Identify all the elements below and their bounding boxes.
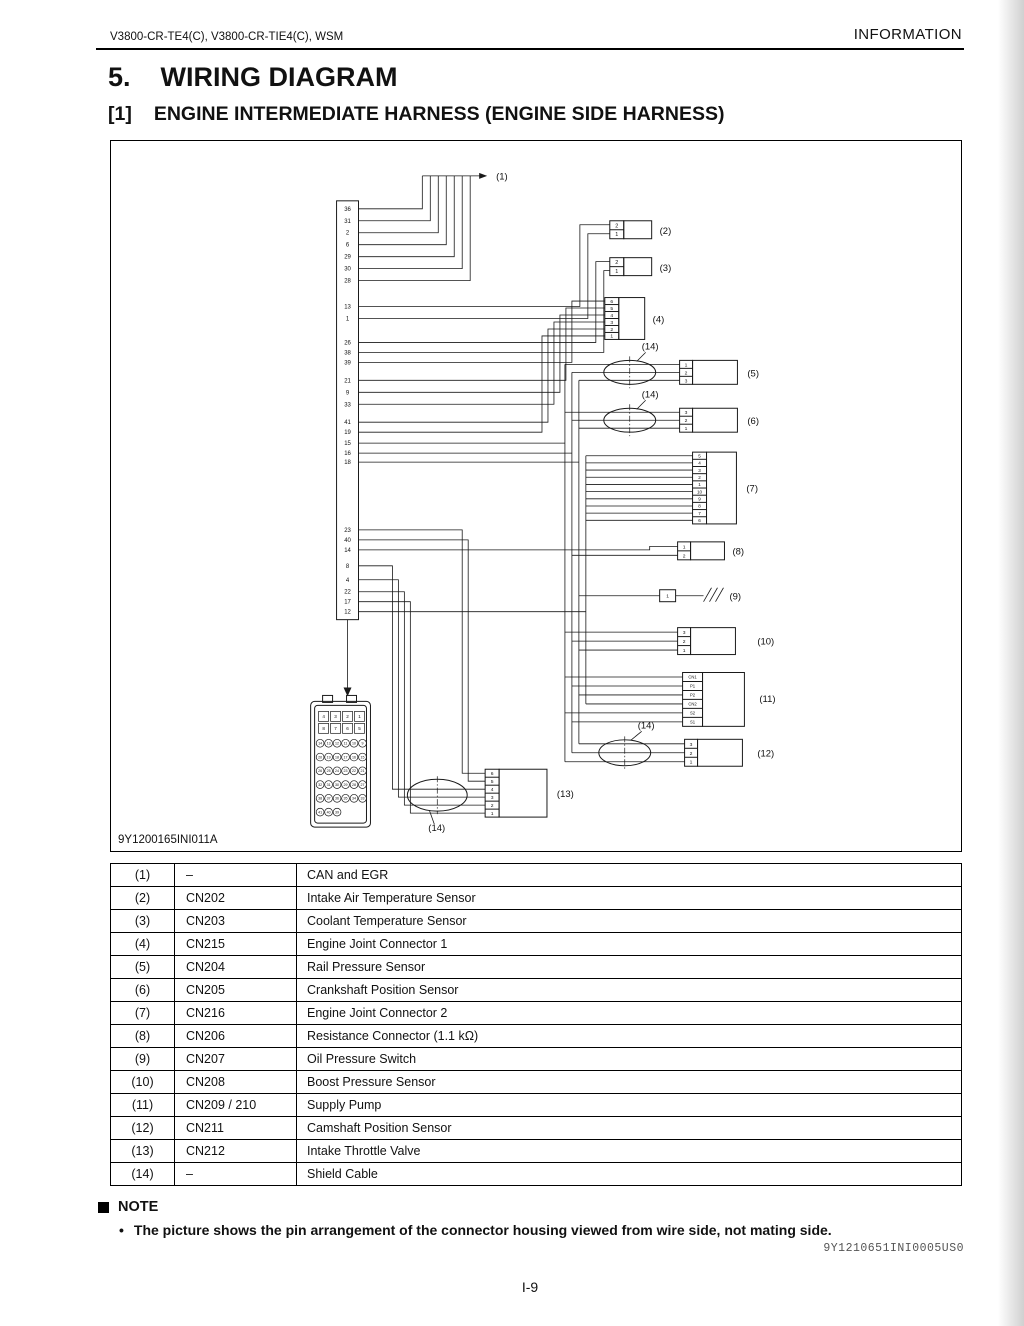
housing-pin-circle-label: 10 xyxy=(352,741,357,746)
callout-14-shield-13: (14) xyxy=(428,823,446,835)
table-cell-description: Oil Pressure Switch xyxy=(297,1048,962,1071)
pin-number: 1 xyxy=(345,316,350,323)
housing-pin-circle-label: 15 xyxy=(360,755,365,760)
table-cell-ref: (14) xyxy=(111,1163,175,1186)
table-cell-description: Coolant Temperature Sensor xyxy=(297,910,962,933)
connector-pin-number-label: CN1 xyxy=(688,674,697,680)
pin-number: 17 xyxy=(344,599,351,606)
table-cell-description: Crankshaft Position Sensor xyxy=(297,979,962,1002)
connector-pin-number-label: 2 xyxy=(682,639,686,646)
table-cell-description: Resistance Connector (1.1 kΩ) xyxy=(297,1025,962,1048)
housing-pin-circle-label: 9 xyxy=(361,741,364,746)
housing-pin-circle-label: 12 xyxy=(335,741,340,746)
connector-pin-number-label: 9 xyxy=(698,496,701,502)
housing-pin-square-label: 6 xyxy=(346,725,349,731)
connector-3-pins xyxy=(615,260,618,275)
housing-square-pins xyxy=(319,711,365,733)
table-cell-ref: (10) xyxy=(111,1071,175,1094)
table-row xyxy=(111,933,962,956)
shield-cable-symbols xyxy=(407,356,655,814)
housing-pin-circle-label: 40 xyxy=(326,810,331,815)
table-cell-ref: (6) xyxy=(111,979,175,1002)
main-pin-column xyxy=(337,201,359,620)
pin-number: 26 xyxy=(344,340,351,347)
table-cell-connector: CN204 xyxy=(175,956,297,979)
connector-pin-number-label: 1 xyxy=(615,269,619,276)
pin-number: 33 xyxy=(344,402,351,409)
connector-10-pins xyxy=(683,630,686,654)
note-bullet-glyph: • xyxy=(119,1222,124,1238)
table-cell-connector: CN211 xyxy=(175,1117,297,1140)
manual-page xyxy=(96,0,964,1295)
connector-pin-number-label: 4 xyxy=(490,787,494,794)
table-cell-connector: CN212 xyxy=(175,1140,297,1163)
header-rule xyxy=(96,48,964,50)
connector-pin-number-label: 1 xyxy=(610,333,614,340)
table-cell-ref: (3) xyxy=(111,910,175,933)
table-row xyxy=(111,1163,962,1186)
note-text: The picture shows the pin arrangement of the connector housing viewed from wire side, not mating side. xyxy=(133,1222,832,1238)
connector-pin-number-label: 1 xyxy=(684,426,688,433)
table-cell-ref: (13) xyxy=(111,1140,175,1163)
connector-pin-number-label: 2 xyxy=(490,803,494,810)
table-cell-ref: (2) xyxy=(111,887,175,910)
housing-pin-circle-label: 27 xyxy=(360,782,365,787)
table-row xyxy=(111,864,962,887)
connector-pin-number-label: 2 xyxy=(682,553,686,560)
pin-number: 12 xyxy=(344,609,351,616)
callout-1: (1) xyxy=(496,171,508,183)
housing-pin-circle-label: 24 xyxy=(335,769,340,774)
callout-6: (6) xyxy=(747,416,759,428)
connector-pin-number-label: 6 xyxy=(610,298,614,305)
pin-number: 6 xyxy=(345,242,350,249)
table-row xyxy=(111,1140,962,1163)
pin-number: 2 xyxy=(345,230,350,237)
housing-pin-circle-label: 31 xyxy=(326,782,331,787)
table-row xyxy=(111,910,962,933)
pin-number: 18 xyxy=(344,460,351,467)
housing-pin-circle-label: 14 xyxy=(318,741,323,746)
table-row xyxy=(111,1071,962,1094)
note-block xyxy=(98,1199,964,1238)
connector-5-pins xyxy=(685,362,688,384)
connector-pin-number-label: 3 xyxy=(490,795,494,802)
table-row xyxy=(111,1094,962,1117)
note-heading: NOTE xyxy=(118,1199,159,1215)
connector-13-box xyxy=(485,769,547,817)
callout-12: (12) xyxy=(757,748,775,760)
connector-pin-number-label: 3 xyxy=(610,319,614,326)
housing-pin-circle-label: 17 xyxy=(343,755,348,760)
table-cell-ref: (1) xyxy=(111,864,175,887)
table-cell-description: Engine Joint Connector 2 xyxy=(297,1002,962,1025)
connector-pin-number-label: CN2 xyxy=(688,701,697,707)
housing-pin-circle-label: 26 xyxy=(318,769,323,774)
pin-number: 4 xyxy=(345,577,350,584)
table-cell-connector: CN215 xyxy=(175,933,297,956)
housing-pin-circle-label: 30 xyxy=(335,782,340,787)
pin-number: 40 xyxy=(344,537,351,544)
connector-pin-number-label: 4 xyxy=(698,460,701,466)
housing-pin-square-label: 2 xyxy=(346,713,349,719)
connector-pin-number-label: 3 xyxy=(684,410,688,417)
table-cell-ref: (5) xyxy=(111,956,175,979)
connector-pin-number-label: 6 xyxy=(698,518,701,524)
callout-13: (13) xyxy=(556,789,574,801)
pin-number: 15 xyxy=(344,441,351,448)
connector-pin-number-label: 10 xyxy=(696,489,703,495)
document-code: 9Y1210651INI0005US0 xyxy=(823,1242,964,1255)
pin-number: 39 xyxy=(344,360,351,367)
pin-number: 29 xyxy=(344,254,351,261)
connector-housing-drawing xyxy=(311,695,371,827)
table-cell-description: Supply Pump xyxy=(297,1094,962,1117)
table-cell-connector: CN216 xyxy=(175,1002,297,1025)
callout-4: (4) xyxy=(652,314,665,326)
housing-pin-circle-label: 32 xyxy=(318,782,323,787)
callout-2: (2) xyxy=(659,226,672,238)
housing-pin-square-label: 8 xyxy=(322,725,325,731)
callout-3: (3) xyxy=(659,263,672,275)
callout-10: (10) xyxy=(757,636,775,648)
housing-pin-circle-label: 38 xyxy=(318,796,323,801)
callout-5: (5) xyxy=(747,368,759,380)
connector-pin-number-label: 5 xyxy=(698,453,701,459)
subsection-label: [1] xyxy=(108,103,132,125)
table-cell-connector: CN209 / 210 xyxy=(175,1094,297,1117)
table-cell-description: Rail Pressure Sensor xyxy=(297,956,962,979)
connector-10-box xyxy=(678,628,736,655)
connector-6-box xyxy=(680,408,738,432)
connector-pin-number-label: 1 xyxy=(682,544,686,551)
table-cell-ref: (12) xyxy=(111,1117,175,1140)
table-cell-connector: CN203 xyxy=(175,910,297,933)
housing-pin-square-label: 1 xyxy=(358,713,361,719)
pin-number: 19 xyxy=(344,430,351,437)
connector-pin-number-label: 3 xyxy=(698,467,701,473)
pin-number: 14 xyxy=(344,547,351,554)
housing-pin-square-label: 7 xyxy=(334,725,337,731)
table-cell-description: CAN and EGR xyxy=(297,864,962,887)
pin-number: 21 xyxy=(344,378,351,385)
connector-legend-table xyxy=(110,863,962,1186)
callout-8: (8) xyxy=(732,546,745,558)
pin-number: 8 xyxy=(345,563,350,570)
housing-pin-circle-label: 41 xyxy=(318,810,323,815)
table-cell-connector: CN208 xyxy=(175,1071,297,1094)
pin-number: 36 xyxy=(344,206,351,213)
pin-number: 41 xyxy=(344,420,351,427)
connector-11-box xyxy=(683,673,745,727)
housing-pin-square-label: 3 xyxy=(334,713,337,719)
housing-pin-circle-label: 19 xyxy=(326,755,331,760)
table-cell-ref: (8) xyxy=(111,1025,175,1048)
subsection-title: ENGINE INTERMEDIATE HARNESS (ENGINE SIDE HARNESS) xyxy=(153,103,725,125)
table-row xyxy=(111,1002,962,1025)
housing-circle-pins xyxy=(316,739,366,816)
housing-pin-square-label: 5 xyxy=(358,725,361,731)
connector-pin-number-label: 2 xyxy=(689,750,693,757)
wiring-diagram-svg xyxy=(111,141,961,851)
connector-pin-number-label: 2 xyxy=(698,474,701,480)
connector-13-pins xyxy=(491,771,494,817)
housing-pin-circle-label: 16 xyxy=(352,755,357,760)
housing-pin-circle-label: 18 xyxy=(335,755,340,760)
connector-table-body xyxy=(111,864,962,1186)
housing-pin-circle-label: 37 xyxy=(326,796,331,801)
callout-9: (9) xyxy=(729,591,742,603)
connector-pin-number-label: 1 xyxy=(615,232,619,239)
pin-number: 28 xyxy=(344,278,351,285)
connector-8-pins xyxy=(683,544,686,559)
connector-pin-number-label: 3 xyxy=(682,630,686,637)
table-cell-ref: (9) xyxy=(111,1048,175,1071)
table-cell-description: Intake Throttle Valve xyxy=(297,1140,962,1163)
housing-pin-circle-label: 28 xyxy=(352,782,357,787)
table-cell-connector: CN206 xyxy=(175,1025,297,1048)
header-model-codes: V3800-CR-TE4(C), V3800-CR-TIE4(C), WSM xyxy=(110,31,344,43)
subsection-title-row xyxy=(108,103,964,126)
table-row xyxy=(111,956,962,979)
connector-pin-number-label: 1 xyxy=(689,759,693,766)
pin-number: 38 xyxy=(344,350,351,357)
connector-pin-number-label: 2 xyxy=(615,260,619,267)
connector-pin-number-label: S1 xyxy=(690,719,696,725)
table-cell-connector: CN205 xyxy=(175,979,297,1002)
table-row xyxy=(111,1025,962,1048)
table-cell-description: Boost Pressure Sensor xyxy=(297,1071,962,1094)
table-row xyxy=(111,1117,962,1140)
pin-number: 22 xyxy=(344,589,351,596)
housing-pin-circle-label: 36 xyxy=(335,796,340,801)
housing-pin-circle-label: 13 xyxy=(326,741,331,746)
connector-pin-number-label: 8 xyxy=(698,503,701,509)
table-cell-description: Engine Joint Connector 1 xyxy=(297,933,962,956)
connector-pin-number-label: 1 xyxy=(666,593,670,600)
table-cell-ref: (7) xyxy=(111,1002,175,1025)
callout-11: (11) xyxy=(759,693,776,705)
connector-pin-number-label: 3 xyxy=(689,741,693,748)
connector-pin-number-label: 7 xyxy=(698,510,701,516)
connector-5-box xyxy=(680,360,738,384)
connector-2-pins xyxy=(615,223,618,238)
section-title: WIRING DIAGRAM xyxy=(160,62,398,92)
connector-pin-number-label: 2 xyxy=(684,370,688,377)
pin-number: 30 xyxy=(344,266,351,273)
table-cell-description: Camshaft Position Sensor xyxy=(297,1117,962,1140)
connector-6-pins xyxy=(685,410,688,432)
connector-12-pins xyxy=(690,742,693,766)
pin-number: 13 xyxy=(344,304,351,311)
connector-pin-number-label: 5 xyxy=(610,305,614,312)
connector-pin-number-label: S2 xyxy=(690,710,696,716)
connector-pin-number-label: 1 xyxy=(684,362,688,369)
note-square-icon xyxy=(98,1202,109,1213)
housing-pin-circle-label: 23 xyxy=(343,769,348,774)
connector-pin-number-label: 6 xyxy=(490,771,494,778)
pin-number: 23 xyxy=(344,527,351,534)
table-cell-description: Intake Air Temperature Sensor xyxy=(297,887,962,910)
connector-pin-number-label: P1 xyxy=(690,683,696,689)
housing-pin-circle-label: 33 xyxy=(360,796,365,801)
callout-7: (7) xyxy=(746,483,758,495)
housing-pin-circle-label: 25 xyxy=(326,769,331,774)
table-row xyxy=(111,979,962,1002)
callout-labels xyxy=(428,171,775,834)
pin-number: 16 xyxy=(344,451,351,458)
housing-pin-square-label: 4 xyxy=(322,713,325,719)
connector-12-box xyxy=(685,739,743,766)
connector-pin-number-label: 2 xyxy=(610,326,614,333)
callout-14-shield-5: (14) xyxy=(641,341,659,353)
table-cell-connector: CN207 xyxy=(175,1048,297,1071)
table-row xyxy=(111,1048,962,1071)
connector-pin-number-label: 2 xyxy=(615,223,619,230)
callout-14-shield-6: (14) xyxy=(641,389,659,401)
connector-4-pins xyxy=(610,299,613,340)
connector-pin-number-label: 5 xyxy=(490,779,494,786)
connector-pin-number-label: 1 xyxy=(698,482,701,488)
table-cell-ref: (11) xyxy=(111,1094,175,1117)
wiring-diagram-figure xyxy=(110,140,962,852)
housing-pin-circle-label: 22 xyxy=(352,769,357,774)
connector-pin-number-label: P2 xyxy=(690,692,696,698)
connector-pin-number-label: 1 xyxy=(490,811,494,818)
housing-pin-circle-label: 39 xyxy=(335,810,340,815)
header-section-name: INFORMATION xyxy=(853,26,962,43)
connector-pin-number-label: 2 xyxy=(684,418,688,425)
connector-9-pins xyxy=(666,594,669,600)
housing-pin-circle-label: 34 xyxy=(352,796,357,801)
table-row xyxy=(111,887,962,910)
table-cell-connector: – xyxy=(175,864,297,887)
connector-pin-number-label: 4 xyxy=(610,312,614,319)
pin-number: 9 xyxy=(345,390,350,397)
pin-number: 31 xyxy=(344,218,351,225)
table-cell-description: Shield Cable xyxy=(297,1163,962,1186)
housing-pin-circle-label: 29 xyxy=(343,782,348,787)
table-cell-connector: – xyxy=(175,1163,297,1186)
table-cell-connector: CN202 xyxy=(175,887,297,910)
table-cell-ref: (4) xyxy=(111,933,175,956)
section-title-row xyxy=(108,62,964,93)
housing-pin-circle-label: 35 xyxy=(343,796,348,801)
page-header xyxy=(96,0,964,43)
connector-pin-number-label: 3 xyxy=(684,378,688,385)
scan-edge-shadow xyxy=(998,0,1024,1326)
connector-pin-number-label: 1 xyxy=(682,648,686,655)
housing-pin-circle-label: 11 xyxy=(343,741,348,746)
housing-pin-circle-label: 20 xyxy=(318,755,323,760)
figure-code: 9Y1200165INI011A xyxy=(118,834,218,846)
housing-pin-circle-label: 21 xyxy=(360,769,365,774)
page-number: I-9 xyxy=(521,1279,539,1295)
section-number: 5. xyxy=(108,62,131,92)
callout-14-shield-12: (14) xyxy=(637,720,655,732)
